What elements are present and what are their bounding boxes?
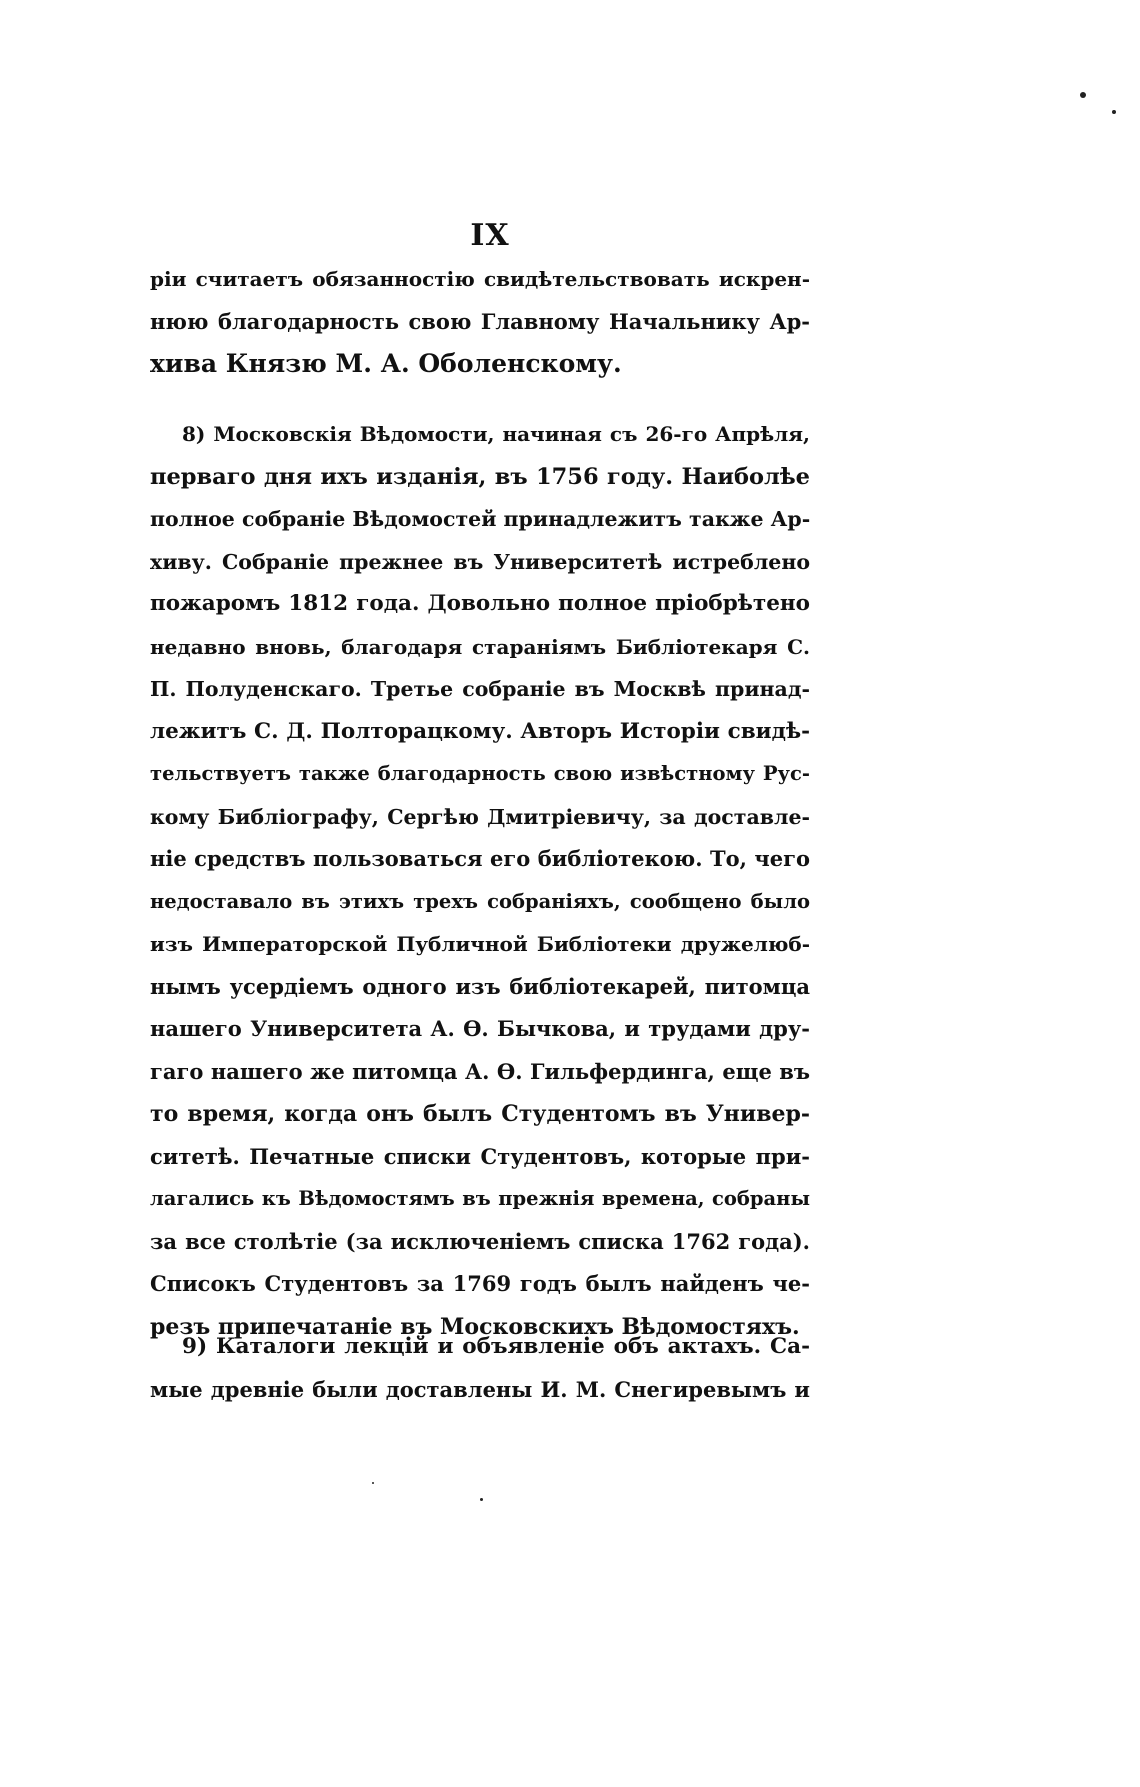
text-line: то время, когда онъ былъ Студентомъ въ Универ- [150, 1101, 810, 1127]
text-line: полное собраніе Вѣдомостей принадлежитъ также Ар- [150, 507, 810, 531]
page-number: IX [470, 218, 510, 253]
text-line: лежитъ С. Д. Полторацкому. Авторъ Исторіи свидѣ- [150, 718, 810, 744]
text-line: перваго дня ихъ изданія, въ 1756 году. Наиболѣе [150, 463, 810, 490]
text-line: П. Полуденскаго. Третье собраніе въ Москвѣ принад- [150, 677, 810, 701]
text-line: нюю благодарность свою Главному Начальнику Ар- [150, 308, 810, 334]
text-line: нашего Университета А. Ѳ. Бычкова, и трудами дру- [150, 1016, 810, 1041]
text-line: хива Князю М. А. Оболенскому. [150, 349, 622, 378]
text-line: недоставало въ этихъ трехъ собраніяхъ, сообщено было [150, 889, 810, 913]
text-line: лагались къ Вѣдомостямъ въ прежнія времена, собраны [150, 1187, 810, 1210]
text-line: мые древніе были доставлены И. М. Снегиревымъ и [150, 1376, 810, 1402]
text-line: тельствуетъ также благодарность свою извѣстному Рус- [150, 762, 810, 785]
scan-speck [480, 1498, 483, 1501]
text-line: 9) Каталоги лекцій и объявленіе объ актахъ. Са- [182, 1334, 810, 1359]
text-line: пожаромъ 1812 года. Довольно полное пріобрѣтено [150, 591, 810, 616]
text-line: 8) Московскія Вѣдомости, начиная съ 26-го Апрѣля, [182, 422, 810, 446]
text-line: изъ Императорской Публичной Библіотеки дружелюб- [150, 932, 810, 956]
scan-speck [1080, 92, 1086, 98]
text-line: резъ припечатаніе въ Московскихъ Вѣдомостяхъ. [150, 1313, 800, 1340]
paragraph-item-8 [150, 413, 810, 1348]
text-line: Списокъ Студентовъ за 1769 годъ былъ найденъ че- [150, 1271, 810, 1296]
paragraph-item-9 [150, 1326, 810, 1411]
text-line: нымъ усердіемъ одного изъ библіотекарей, питомца [150, 973, 810, 999]
text-line: ріи считаетъ обязанностію свидѣтельствовать искрен- [150, 267, 810, 291]
text-line: за все столѣтіе (за исключеніемъ списка 1762 года). [150, 1228, 810, 1254]
text-line: ситетѣ. Печатные списки Студентовъ, которые при- [150, 1143, 810, 1169]
text-line: гаго нашего же питомца А. Ѳ. Гильфердинга, еще въ [150, 1058, 810, 1084]
text-line: кому Библіографу, Сергѣю Дмитріевичу, за доставле- [150, 804, 810, 829]
text-line: хиву. Собраніе прежнее въ Университетѣ истреблено [150, 549, 810, 574]
paragraph-continuation [150, 258, 810, 386]
scan-speck [372, 1482, 374, 1484]
scan-speck [1112, 110, 1116, 114]
text-line: ніе средствъ пользоваться его библіотекою. То, чего [150, 846, 810, 871]
text-line: недавно вновь, благодаря стараніямъ Библіотекаря С. [150, 634, 810, 659]
